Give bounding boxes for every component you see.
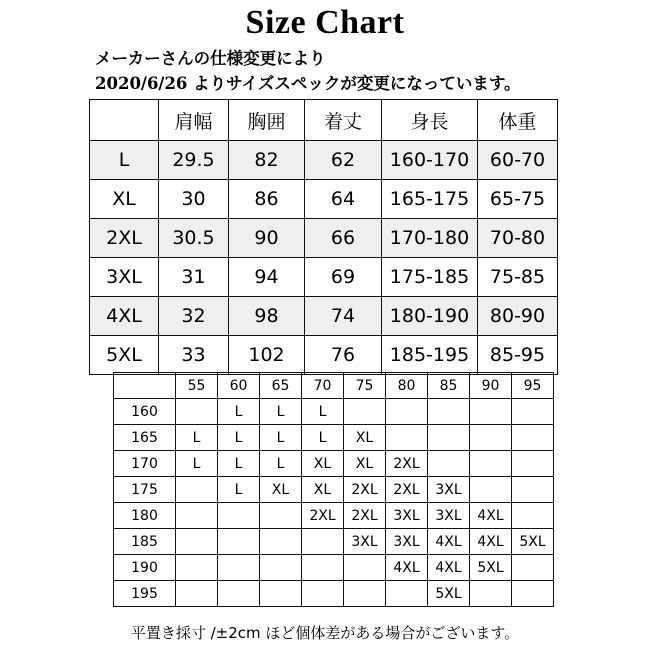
fit-table-row (114, 529, 554, 555)
size-cell: 90 (229, 219, 305, 258)
fit-size-cell (386, 399, 428, 425)
fit-size-cell (512, 451, 554, 477)
fit-size-cell: L (218, 425, 260, 451)
size-table-header-cell: 身長 (382, 100, 478, 141)
fit-size-cell: 3XL (386, 503, 428, 529)
fit-size-cell: 3XL (428, 503, 470, 529)
fit-size-cell (428, 399, 470, 425)
fit-weight-header: 55 (176, 373, 218, 399)
fit-size-cell: L (302, 425, 344, 451)
fit-size-cell: L (176, 451, 218, 477)
fit-size-cell (344, 581, 386, 607)
size-cell: 30.5 (159, 219, 229, 258)
fit-height-header: 190 (114, 555, 176, 581)
fit-weight-header: 70 (302, 373, 344, 399)
size-cell: 165-175 (382, 180, 478, 219)
notice-line: メーカーさんの仕様変更により (95, 49, 326, 68)
fit-table-row (114, 555, 554, 581)
fit-height-header: 165 (114, 425, 176, 451)
fit-weight-header: 65 (260, 373, 302, 399)
size-cell: 30 (159, 180, 229, 219)
size-cell: 180-190 (382, 297, 478, 336)
fit-size-cell: XL (344, 451, 386, 477)
size-cell: 32 (159, 297, 229, 336)
size-cell: 75-85 (478, 258, 558, 297)
size-cell: 62 (305, 141, 382, 180)
size-cell: L (90, 141, 159, 180)
size-cell: 2XL (90, 219, 159, 258)
fit-size-cell: 4XL (428, 529, 470, 555)
fit-size-cell: 2XL (344, 477, 386, 503)
fit-size-cell: L (260, 399, 302, 425)
size-cell: XL (90, 180, 159, 219)
size-cell: 82 (229, 141, 305, 180)
fit-size-cell: XL (302, 451, 344, 477)
fit-size-cell (470, 581, 512, 607)
page-title: Size Chart (245, 4, 405, 41)
fit-size-cell (428, 425, 470, 451)
fit-size-cell (260, 581, 302, 607)
fit-size-cell: L (260, 451, 302, 477)
size-cell: 70-80 (478, 219, 558, 258)
fit-size-cell (512, 503, 554, 529)
size-table-header-row (90, 100, 558, 141)
fit-size-cell (176, 477, 218, 503)
size-cell: 69 (305, 258, 382, 297)
size-table-row (90, 180, 558, 219)
size-cell: 5XL (90, 336, 159, 375)
fit-size-cell (512, 555, 554, 581)
size-cell: 160-170 (382, 141, 478, 180)
fit-table-row (114, 399, 554, 425)
fit-height-header: 185 (114, 529, 176, 555)
fit-size-cell: XL (302, 477, 344, 503)
fit-table-row (114, 477, 554, 503)
size-cell: 86 (229, 180, 305, 219)
fit-size-cell (470, 425, 512, 451)
fit-table (113, 372, 554, 607)
size-table (89, 99, 558, 375)
fit-size-cell (302, 529, 344, 555)
fit-weight-header: 60 (218, 373, 260, 399)
size-cell: 85-95 (478, 336, 558, 375)
size-table-row (90, 297, 558, 336)
fit-size-cell (176, 581, 218, 607)
fit-size-cell: 4XL (386, 555, 428, 581)
size-table-header-cell: 体重 (478, 100, 558, 141)
size-cell: 76 (305, 336, 382, 375)
fit-size-cell: 2XL (302, 503, 344, 529)
fit-weight-header: 90 (470, 373, 512, 399)
fit-height-header: 175 (114, 477, 176, 503)
size-cell: 74 (305, 297, 382, 336)
fit-size-cell (302, 555, 344, 581)
fit-size-cell (176, 399, 218, 425)
size-cell: 94 (229, 258, 305, 297)
fit-size-cell (260, 555, 302, 581)
fit-height-header: 180 (114, 503, 176, 529)
size-cell: 31 (159, 258, 229, 297)
fit-size-cell: L (302, 399, 344, 425)
fit-weight-header: 80 (386, 373, 428, 399)
fit-weight-header: 95 (512, 373, 554, 399)
size-cell: 98 (229, 297, 305, 336)
fit-size-cell (218, 555, 260, 581)
fit-table-row (114, 581, 554, 607)
fit-table-row (114, 451, 554, 477)
fit-size-cell (218, 581, 260, 607)
fit-size-cell: L (260, 425, 302, 451)
size-table-header-cell (90, 100, 159, 141)
fit-size-cell (512, 399, 554, 425)
size-cell: 33 (159, 336, 229, 375)
fit-table-row (114, 503, 554, 529)
fit-size-cell: L (218, 399, 260, 425)
fit-size-cell: 4XL (470, 529, 512, 555)
fit-height-header: 170 (114, 451, 176, 477)
fit-size-cell (512, 477, 554, 503)
size-cell: 170-180 (382, 219, 478, 258)
fit-size-cell (512, 581, 554, 607)
notice-line: 2020/6/26 よりサイズスペックが変更になっています。 (95, 74, 521, 93)
fit-size-cell: 2XL (386, 477, 428, 503)
fit-height-header: 160 (114, 399, 176, 425)
size-cell: 60-70 (478, 141, 558, 180)
spec-change-notice (95, 46, 521, 96)
fit-size-cell (470, 399, 512, 425)
fit-size-cell: 3XL (428, 477, 470, 503)
fit-size-cell: L (218, 477, 260, 503)
fit-height-header: 195 (114, 581, 176, 607)
size-cell: 80-90 (478, 297, 558, 336)
fit-size-cell (344, 399, 386, 425)
fit-size-cell: L (218, 451, 260, 477)
fit-corner-cell (114, 373, 176, 399)
fit-table-header-row (114, 373, 554, 399)
fit-size-cell: 2XL (386, 451, 428, 477)
measurement-note: 平置き採寸 /±2cm ほど個体差がある場合がございます。 (130, 624, 520, 642)
size-cell: 66 (305, 219, 382, 258)
size-table-row (90, 219, 558, 258)
size-table-header-cell: 肩幅 (159, 100, 229, 141)
fit-weight-header: 85 (428, 373, 470, 399)
fit-size-cell (176, 503, 218, 529)
fit-size-cell: 5XL (428, 581, 470, 607)
fit-size-cell (428, 451, 470, 477)
fit-size-cell: 4XL (470, 503, 512, 529)
fit-size-cell (302, 581, 344, 607)
fit-size-cell (260, 529, 302, 555)
fit-size-cell: 2XL (344, 503, 386, 529)
size-cell: 102 (229, 336, 305, 375)
size-cell: 65-75 (478, 180, 558, 219)
fit-size-cell (260, 503, 302, 529)
size-table-row (90, 141, 558, 180)
fit-size-cell (218, 503, 260, 529)
fit-size-cell (386, 581, 428, 607)
fit-size-cell: 4XL (428, 555, 470, 581)
fit-size-cell (344, 555, 386, 581)
fit-size-cell: 3XL (386, 529, 428, 555)
fit-size-cell (470, 451, 512, 477)
fit-size-cell: L (176, 425, 218, 451)
size-cell: 64 (305, 180, 382, 219)
fit-size-cell (512, 425, 554, 451)
size-cell: 4XL (90, 297, 159, 336)
size-table-row (90, 258, 558, 297)
fit-size-cell (218, 529, 260, 555)
size-cell: 175-185 (382, 258, 478, 297)
fit-size-cell: XL (344, 425, 386, 451)
fit-table-row (114, 425, 554, 451)
size-table-header-cell: 胸囲 (229, 100, 305, 141)
fit-size-cell: 5XL (470, 555, 512, 581)
fit-size-cell: 3XL (344, 529, 386, 555)
size-cell: 29.5 (159, 141, 229, 180)
fit-size-cell (470, 477, 512, 503)
fit-size-cell (386, 425, 428, 451)
size-table-row (90, 336, 558, 375)
fit-size-cell (176, 529, 218, 555)
fit-weight-header: 75 (344, 373, 386, 399)
size-cell: 3XL (90, 258, 159, 297)
fit-size-cell (176, 555, 218, 581)
fit-size-cell: XL (260, 477, 302, 503)
size-cell: 185-195 (382, 336, 478, 375)
size-table-header-cell: 着丈 (305, 100, 382, 141)
fit-size-cell: 5XL (512, 529, 554, 555)
